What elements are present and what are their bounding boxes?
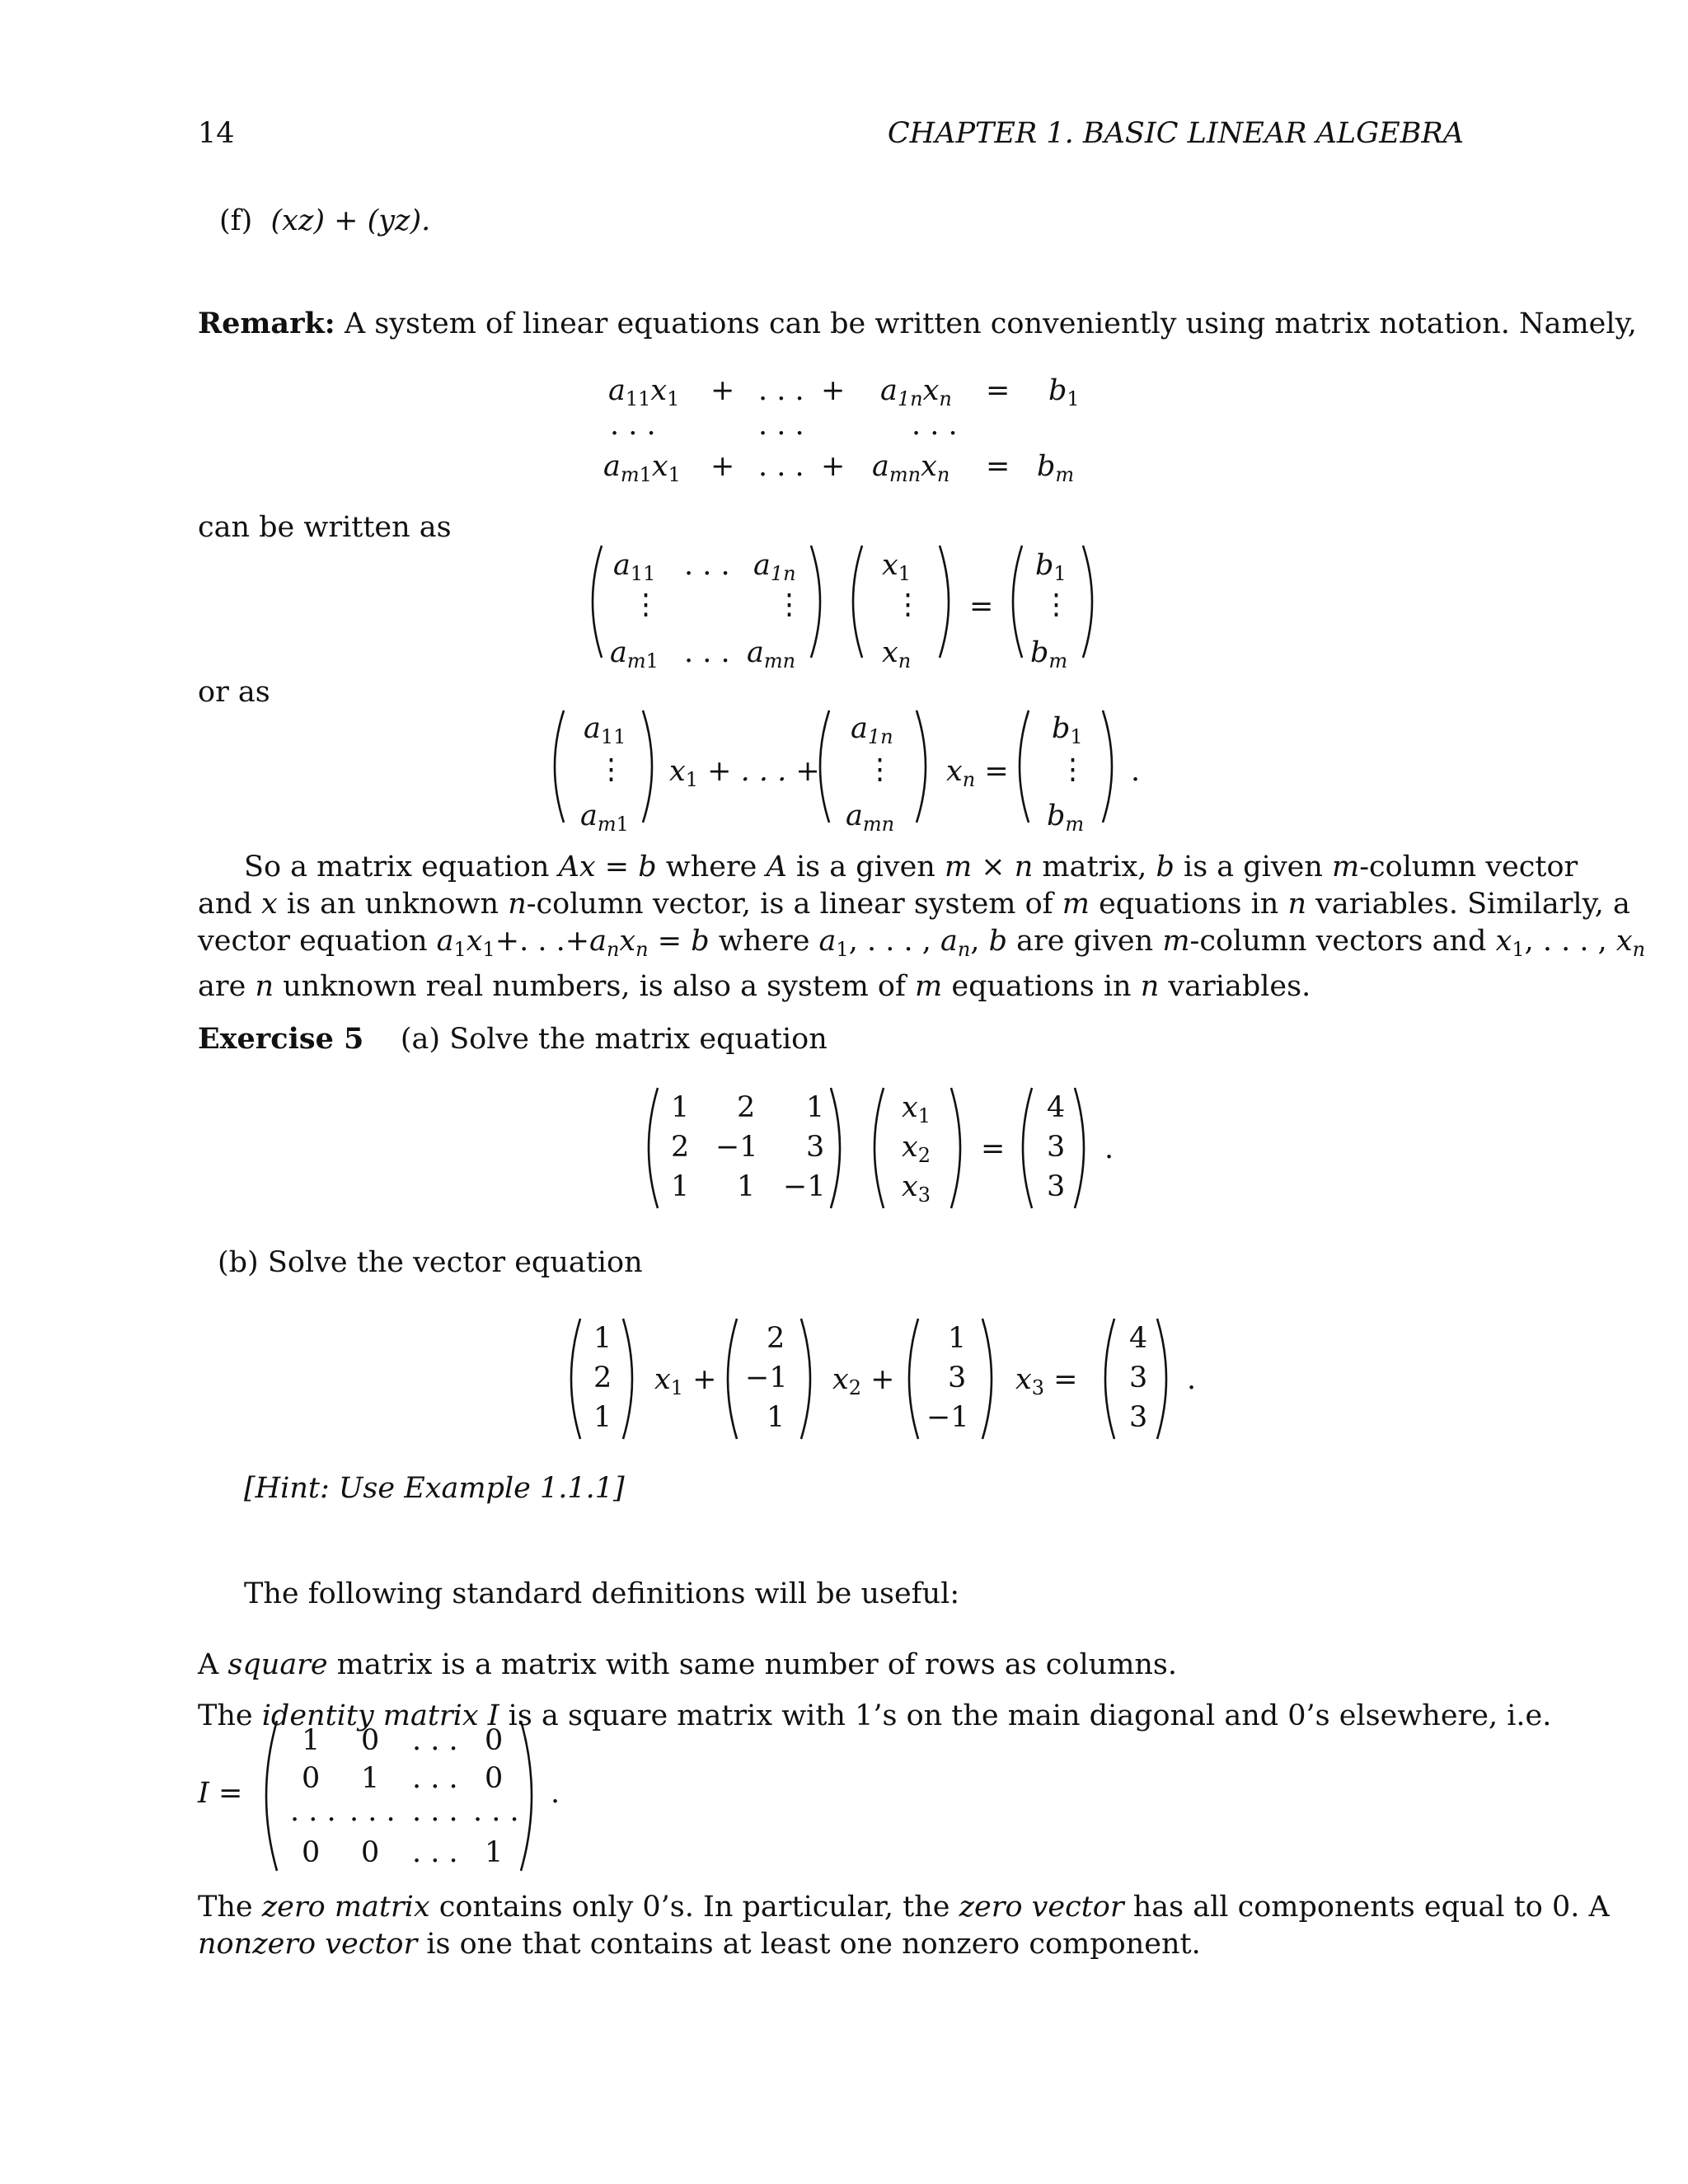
- right-paren-rhs: [1071, 1086, 1096, 1210]
- left-paren-vec3: [897, 1317, 921, 1441]
- so-paragraph: So a matrix equation Ax = b where A is a given m × n matrix, b is a given m-column vector and x is an unknown n-column vector, is a linear system of m equations in n variables. Similarly, a vector equation $a_1x_1+$. . $.+a_nx_n = b$ where $a_1$, . . . , $a_n$, b are given m-column vectors and $x_1$, . . . , $x_n$ are n unknown real numbers, is also a system of m equations in n variables.: [198, 851, 1646, 1003]
- remark-paragraph: [198, 305, 1637, 343]
- left-paren-col1: [542, 709, 567, 824]
- exercise-part-b: (b) Solve the vector equation: [218, 1246, 643, 1279]
- page-number: 14: [198, 117, 235, 150]
- right-paren-col1: [640, 709, 664, 824]
- left-paren-vec2: [715, 1317, 740, 1441]
- left-paren-bvec: [1007, 709, 1032, 824]
- definitions-intro: The following standard definitions will be useful:: [244, 1577, 960, 1610]
- right-paren-vec3: [979, 1317, 1004, 1441]
- exercise-5-heading: Exercise 5 (a) Solve the matrix equation: [198, 1022, 828, 1056]
- right-paren-x3: [948, 1086, 973, 1210]
- right-paren-A: [808, 544, 832, 659]
- right-paren-identity: [518, 1719, 546, 1872]
- right-paren-vec1: [620, 1317, 645, 1441]
- item-f: (f) (xz) + (yz).: [219, 204, 431, 237]
- right-paren-matrix-a: [828, 1086, 852, 1210]
- page: 14 CHAPTER 1. BASIC LINEAR ALGEBRA (f) (xz) + (yz). Remark: A system of linear equations can be written conveniently using matrix notation. Namely, $a_{11}x_1$ + . . . + $a_{1n}x_n$ = $b_1$ . . . . . . . . . $a_{m1}x_1$ + . . . + $a_{mn}x_n$ = $b_m$ can be written as $a_{11}$ . . . $a_{1n}$ ⋮ ⋮ $a_{m1}$ . . . $a_{mn}$ $x_1$ ⋮ $x_n$ = $b_1$ ⋮ $b_m$ or as $a_{11}$ ⋮ $a_{m1}$ $x_1$ + . . . + $a_{1n}$ ⋮ $a_{mn}$ $x_n$ = $b_1$ ⋮ $b_m$ . So a matrix equation Ax = b where A is a given m × n matrix, b is a given m-column vector and x is an unknown n-column vector, is a linear system of m equations in n variables. Similarly, a vector equation $a_1x_1+$. . $.+a_nx_n = b$ where $a_1$, . . . , $a_n$, b are given m-column vectors and $x_1$, . . . , $x_n$ are n unknown real numbers, is also a system of m equations in n variables. Exercise 5 (a) Solve the matrix equation 1 2 1 2 −1 3 1 1 −1 $x_1$ $x_2$ $x_3$ = 4 3 3 . (b) Solve the vector equation 1 2 1 $x_1$ + 2 −1 1 $x_2$ + 1 3 −1 $x_3$ = 4 3 3 . [Hint: Use Example 1.1.1] The following standard definitions will be useful: A square matrix is a matrix with same number of rows as columns. The identity matrix I is a square matrix with 1’s on the main diagonal and 0’s elsewhere, i.e. I = 1 0 . . . 0 0 1 . . . 0 . . . . . . . . . . . . 0 0 . . . 1 . The zero matrix contains only 0’s. In particular, the zero vector has all components equal to 0. A nonzero vector is one that contains at least one nonzero component.: [0, 0, 1688, 2184]
- remark-label: Remark:: [198, 307, 335, 340]
- identity-definition: The identity matrix I is a square matrix with 1’s on the main diagonal and 0’s elsewhere, i.e.: [198, 1699, 1552, 1732]
- left-paren-x3: [862, 1086, 887, 1210]
- right-paren-x: [936, 544, 961, 659]
- zero-definition: The zero matrix contains only 0’s. In particular, the zero vector has all components equal to 0. A nonzero vector is one that contains at least one nonzero component.: [198, 1891, 1610, 1961]
- left-paren-matrix-a: [636, 1086, 661, 1210]
- right-paren-coln: [913, 709, 938, 824]
- square-definition: A square matrix is a matrix with same number of rows as columns.: [198, 1648, 1178, 1681]
- left-paren-vec1: [559, 1317, 584, 1441]
- right-paren-b: [1080, 544, 1104, 659]
- hint: [Hint: Use Example 1.1.1]: [244, 1472, 625, 1505]
- right-paren-bvec: [1100, 709, 1124, 824]
- left-paren-x: [841, 544, 865, 659]
- left-paren-rhs: [1010, 1086, 1035, 1210]
- remark-text: A system of linear equations can be written conveniently using matrix notation. Namely,: [344, 307, 1637, 340]
- left-paren-coln: [808, 709, 832, 824]
- right-paren-vec2: [798, 1317, 823, 1441]
- running-title: CHAPTER 1. BASIC LINEAR ALGEBRA: [887, 117, 1464, 150]
- left-paren-b: [1001, 544, 1025, 659]
- can-be-written-as: can be written as: [198, 511, 452, 544]
- right-paren-rhs-b: [1154, 1317, 1179, 1441]
- left-paren-A: [580, 544, 605, 659]
- left-paren-identity: [252, 1719, 280, 1872]
- left-paren-rhs-b: [1093, 1317, 1118, 1441]
- or-as: or as: [198, 676, 270, 709]
